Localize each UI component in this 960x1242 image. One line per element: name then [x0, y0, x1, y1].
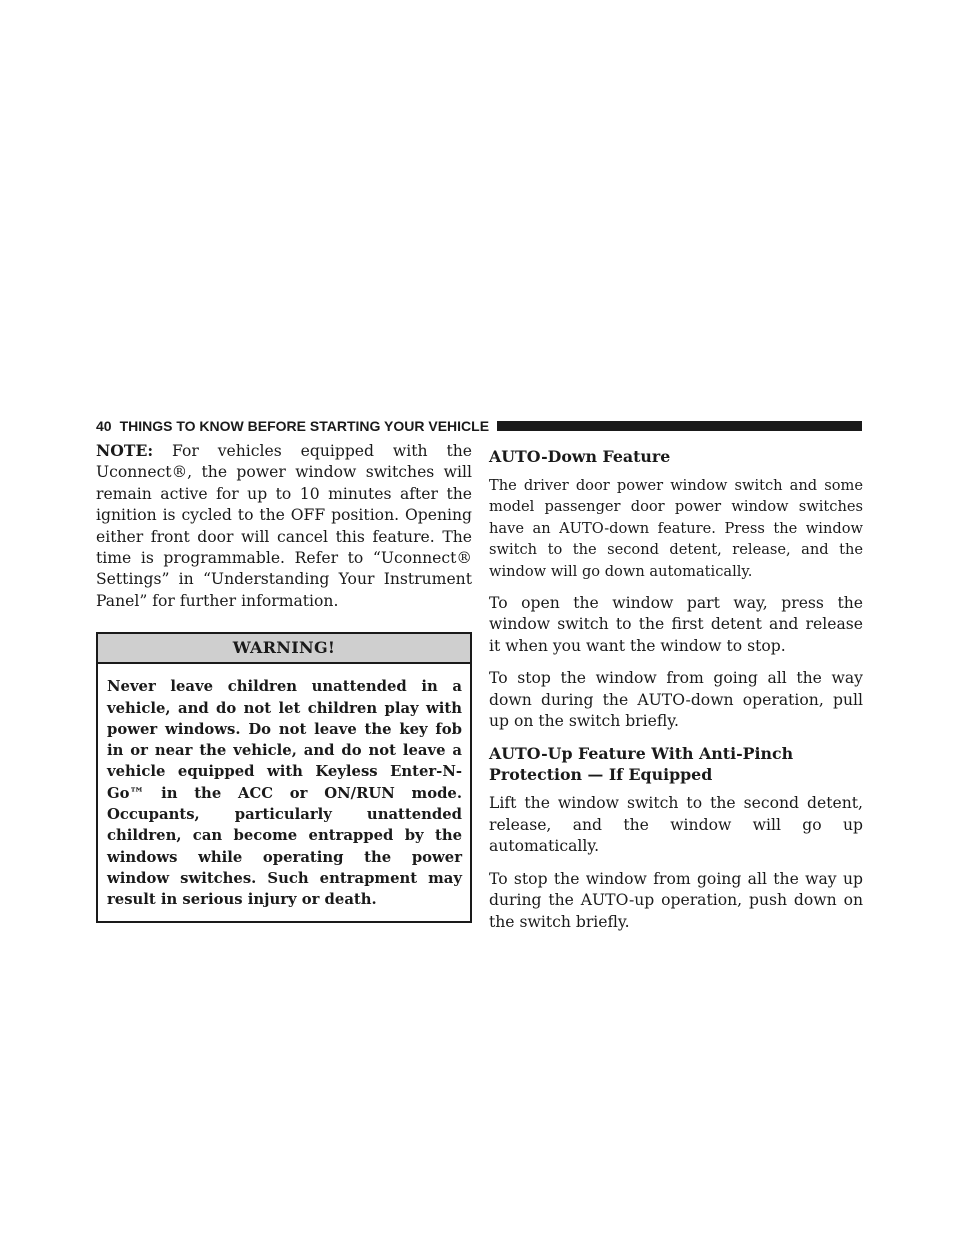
page-header [96, 417, 862, 435]
page-number: 40 [96, 418, 112, 434]
right-column [489, 440, 863, 944]
auto-down-heading: AUTO-Down Feature [489, 447, 671, 466]
header-rule [497, 421, 862, 431]
warning-box [96, 632, 472, 922]
left-column [96, 440, 472, 923]
note-text: For vehicles equipped with the Uconnect®, the power window switches will remain active for up to 10 minutes after the ignition is cycled to the OFF position. Opening either front door will cancel this feature. The time is programmable. Refer to “Uconnect® Settings” in “Understanding Your Instrument Panel” for further information. [96, 442, 472, 610]
note-paragraph [96, 440, 472, 612]
note-label: NOTE: [96, 441, 154, 460]
warning-text: Never leave children unattended in a vehicle, and do not let children play with power windows. Do not leave the key fob in or near the vehicle, and do not leave a vehicle equipped with Keyless Enter-N-Go™ in the ACC or ON/RUN mode. Occupants, particularly unattended children, can become entrapped by the windows while operating the power window switches. Such entrapment may result in serious injury or death. [107, 678, 462, 909]
auto-down-paragraph-2: To open the window part way, press the window switch to the first detent and release it when you want the window to stop. [489, 594, 863, 655]
auto-down-paragraph-3: To stop the window from going all the way down during the AUTO-down operation, pull up on the switch briefly. [489, 669, 863, 731]
section-title: THINGS TO KNOW BEFORE STARTING YOUR VEHICLE [119, 418, 490, 434]
warning-title: WARNING! [98, 634, 470, 664]
auto-up-heading: AUTO-Up Feature With Anti-Pinch Protection — If Equipped [489, 744, 794, 785]
auto-down-paragraph-1: The driver door power window switch and some model passenger door power window switches have an AUTO-down feature. Press the window switch to the second detent, release, and the window will go down automatically. [489, 477, 863, 580]
auto-up-paragraph-2: To stop the window from going all the way up during the AUTO-up operation, push down on the switch briefly. [489, 869, 863, 931]
auto-up-paragraph-1: Lift the window switch to the second detent, release, and the window will go up automatically. [489, 794, 863, 856]
